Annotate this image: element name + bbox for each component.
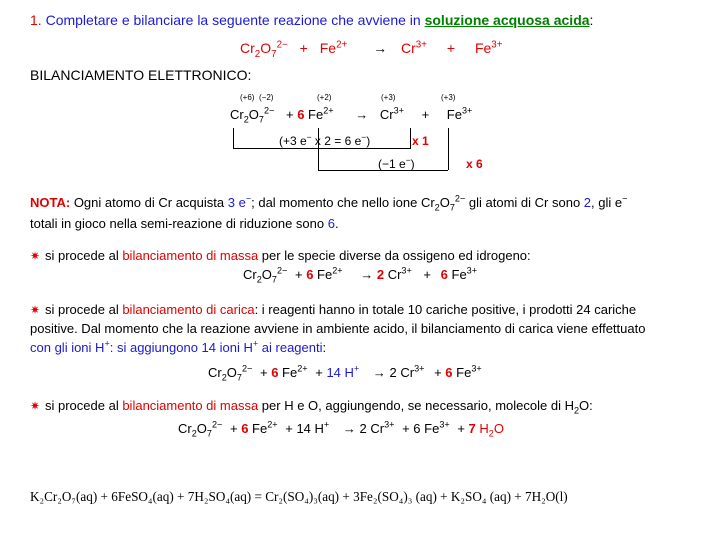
step3-end: O: [579, 398, 593, 413]
bullet-icon-1: ✷ [30, 249, 41, 263]
r1-osub: 7 [271, 48, 277, 60]
plus2: + [446, 40, 456, 56]
eq1-sup: 2− [276, 265, 288, 276]
eq3-h-sup: + [323, 419, 330, 430]
eq3-plus3: + [457, 421, 465, 436]
eq2-cfe: 6 [271, 365, 279, 380]
ee-fe: Fe [308, 107, 324, 122]
step2-3b: : si aggiungono 14 ioni H [109, 340, 253, 355]
eq3-fe3-sup: 3+ [439, 419, 450, 430]
eq1-cr3-sup: 3+ [401, 265, 412, 276]
eq1-sub7: 7 [271, 274, 277, 285]
nota-1c-sub2: 2 [434, 202, 440, 213]
ox-cr-left: (+6) [240, 93, 255, 102]
nota-1f: , gli e [591, 195, 623, 210]
eq1-cfe3: 6 [440, 267, 448, 282]
step2-prefix: si procede al [45, 302, 123, 317]
efe-sup: − [405, 155, 411, 165]
bullet-icon-3: ✷ [30, 399, 41, 413]
step1-prefix: si procede al [45, 248, 123, 263]
p2-sup: 3+ [491, 39, 503, 51]
eq1-fe-sup: 2+ [332, 265, 343, 276]
ox-fe-left: (+2) [317, 93, 332, 102]
step2-3d: : [322, 340, 327, 355]
eq2-fe: Fe [282, 365, 298, 380]
ox-o-left: (−2) [259, 93, 274, 102]
bracket-cr-line [233, 148, 411, 149]
eq3-ch: 14 [296, 421, 311, 436]
eq2-ccr: 2 [389, 365, 397, 380]
step2-3c: ai reagenti [258, 340, 323, 355]
eq2-arrow-icon: → [372, 365, 386, 380]
nota-1e: 2 [583, 195, 592, 210]
eq1-fe3-sup: 3+ [466, 265, 478, 276]
eq1-fe: Fe [317, 267, 333, 282]
ox-cr-right: (+3) [381, 93, 396, 102]
eq2-sub2: 2 [221, 372, 227, 383]
nota-1a: Ogni atomo di Cr acquista [70, 195, 228, 210]
nota-label: NOTA: [30, 195, 71, 210]
ee-plus2: + [421, 107, 430, 122]
step3-sub: 2 [573, 405, 580, 416]
nota-2b: 6 [327, 216, 335, 231]
eq3-cr: Cr [178, 421, 192, 436]
title-colon: : [589, 12, 594, 28]
arrow-icon: → [373, 40, 388, 56]
eq3-plus2: + [402, 421, 410, 436]
eq1-sub2: 2 [256, 274, 262, 285]
electron-cr-mult: x 1 [412, 134, 429, 148]
eq3-h2o-o: O [493, 421, 504, 436]
ee-fe-sup: 2+ [323, 105, 334, 116]
r1-sup: 2− [276, 39, 288, 51]
electron-cr [279, 132, 371, 148]
p2: Fe [474, 40, 492, 56]
equation-2 [208, 363, 482, 383]
p1-sup: 3+ [415, 39, 427, 51]
electronic-equation [230, 105, 473, 125]
title-highlight: soluzione acquosa acida [424, 12, 590, 28]
ee-plus1: + [285, 107, 294, 122]
eq2-plus2: + [434, 365, 442, 380]
r1-sub: 2 [254, 48, 261, 60]
nota-2a: totali in gioco nella semi-reazione di riduzione sono [30, 216, 328, 231]
ecr-sup: − [306, 132, 312, 142]
eq2-fe3: Fe [456, 365, 472, 380]
equation-1 [243, 265, 478, 285]
title-text: Completare e bilanciare la seguente reazione che avviene in [45, 12, 421, 28]
bullet-icon-2: ✷ [30, 303, 41, 317]
eq2-sup: 2− [241, 363, 253, 374]
ee-arrow-icon: → [355, 107, 369, 122]
eq3-sup: 2− [211, 419, 223, 430]
eq3-cw: 7 [468, 421, 476, 436]
r1-o: O [260, 40, 272, 56]
ee-sub7: 7 [258, 114, 264, 125]
eq2-plus-h: + [315, 365, 323, 380]
r1: Cr [240, 40, 255, 56]
eq1-arrow-icon: → [360, 267, 374, 282]
eq3-h2o-sub: 2 [488, 428, 494, 439]
step2-3a-sup: + [104, 338, 110, 349]
electron-fe-mult: x 6 [466, 157, 483, 171]
electron-fe [378, 155, 415, 171]
eq1-ccr: 2 [376, 267, 385, 282]
efe-text: (−1 e [378, 157, 406, 171]
step2-rest: : i reagenti hanno in totale 10 cariche positive, i prodotti 24 cariche [254, 302, 637, 317]
ee-coef-fe: 6 [297, 107, 305, 122]
nota-1c-o: O [439, 195, 450, 210]
ee-sup: 2− [263, 105, 275, 116]
step1-keyword: bilanciamento di massa [122, 248, 259, 263]
eq3-fe-sup: 2+ [267, 419, 278, 430]
eq3-h2o-h: H [479, 421, 489, 436]
eq1-cr3: Cr [387, 267, 402, 282]
initial-reaction [240, 39, 503, 60]
eq2-plus1: + [259, 365, 268, 380]
eq3-plus-h: + [285, 421, 293, 436]
eq2-cr: Cr [208, 365, 222, 380]
eq1-o: O [261, 267, 272, 282]
eq1-plus2: + [423, 267, 432, 282]
ox-fe-right: (+3) [441, 93, 456, 102]
nota-1f-sup: − [622, 193, 628, 204]
nota-1d: gli atomi di Cr sono [465, 195, 584, 210]
eq1-plus1: + [294, 267, 303, 282]
step2-keyword: bilanciamento di carica [122, 302, 255, 317]
step3-keyword: bilanciamento di massa [122, 398, 259, 413]
eq3-fe3: Fe [424, 421, 440, 436]
eq1-cr: Cr [243, 267, 257, 282]
nota-1b: 3 e [227, 195, 246, 210]
ee-fe3: Fe [446, 107, 462, 122]
ee-cr: Cr [230, 107, 244, 122]
step2-line2 [30, 322, 645, 335]
nota-1b-sup: − [245, 193, 252, 204]
eq3-cr3: Cr [370, 421, 385, 436]
eq2-cr3-sup: 3+ [414, 363, 425, 374]
step2-3a: con gli ioni H [30, 340, 105, 355]
eq3-ccr: 2 [359, 421, 367, 436]
ee-sub2: 2 [243, 114, 249, 125]
p1: Cr [401, 40, 416, 56]
eq3-cfe3: 6 [413, 421, 421, 436]
nota-1c-sup: 2− [454, 193, 466, 204]
ecr-text: (+3 e [279, 134, 307, 148]
bracket-cr-right [410, 128, 411, 148]
eq2-o: O [226, 365, 237, 380]
eq3-sub2: 2 [191, 428, 197, 439]
eq2-ch: 14 [326, 365, 341, 380]
exercise-title [30, 13, 593, 27]
step3-prefix: si procede al [45, 398, 123, 413]
nota-1c-sub7: 7 [449, 202, 455, 213]
eq3-fe: Fe [252, 421, 268, 436]
step2-line3 [30, 338, 327, 355]
eq2-fe-sup: 2+ [297, 363, 308, 374]
step3-rest: per H e O, aggiungendo, se necessario, molecole di H [258, 398, 574, 413]
step2-l2: positive. Dal momento che la reazione avviene in ambiente acido, il bilanciamento di carica viene effettuato [30, 321, 646, 336]
plus1: + [299, 40, 308, 56]
eq3-cr3-sup: 3+ [384, 419, 395, 430]
eq1-cfe: 6 [306, 267, 314, 282]
ecr-text2: x 2 = 6 e [311, 134, 362, 148]
equation-3 [178, 419, 504, 439]
ee-fe3-sup: 3+ [461, 105, 473, 116]
ee-cr3-sup: 3+ [393, 105, 404, 116]
eq1-fe3: Fe [451, 267, 467, 282]
eq3-sub7: 7 [206, 428, 212, 439]
ee-cr3: Cr [379, 107, 394, 122]
bracket-fe-right [448, 128, 449, 170]
step2-line1 [45, 303, 636, 316]
eq3-arrow-icon: → [342, 421, 356, 436]
nota-1c: ; dal momento che nello ione Cr [251, 195, 435, 210]
step2-3b-sup: + [252, 338, 259, 349]
eq2-cfe3: 6 [445, 365, 453, 380]
nota-line2 [30, 217, 339, 230]
section-heading: BILANCIAMENTO ELETTRONICO: [30, 67, 252, 83]
r2: Fe [319, 40, 337, 56]
bracket-cr-left [233, 128, 234, 148]
nota-line1 [30, 193, 628, 213]
final-equation: K₂Cr₂O₇(aq) + 6FeSO₄(aq) + 7H₂SO₄(aq) = Cr₂(SO₄)₃(aq) + 3Fe₂(SO₄)₃ (aq) + K₂SO₄ (aq) + 7H₂O(l) [30, 489, 568, 504]
eq2-cr3: Cr [400, 365, 415, 380]
eq2-sub7: 7 [236, 372, 242, 383]
step1-text [45, 249, 531, 262]
eq3-cfe: 6 [241, 421, 249, 436]
eq2-fe3-sup: 3+ [471, 363, 482, 374]
ee-o: O [248, 107, 259, 122]
step3-text [45, 398, 593, 416]
eq3-o: O [196, 421, 207, 436]
eq2-h-sup: + [353, 363, 360, 374]
efe-text2: ) [410, 157, 415, 171]
step1-rest: per le specie diverse da ossigeno ed idrogeno: [258, 248, 531, 263]
eq3-plus1: + [229, 421, 238, 436]
eq3-h: H [314, 421, 324, 436]
r2-sup: 2+ [336, 39, 348, 51]
ecr-sup2: − [361, 132, 367, 142]
nota-2c: . [334, 216, 339, 231]
eq2-h: H [344, 365, 354, 380]
ecr-text3: ) [366, 134, 371, 148]
exercise-number: 1. [30, 12, 42, 28]
